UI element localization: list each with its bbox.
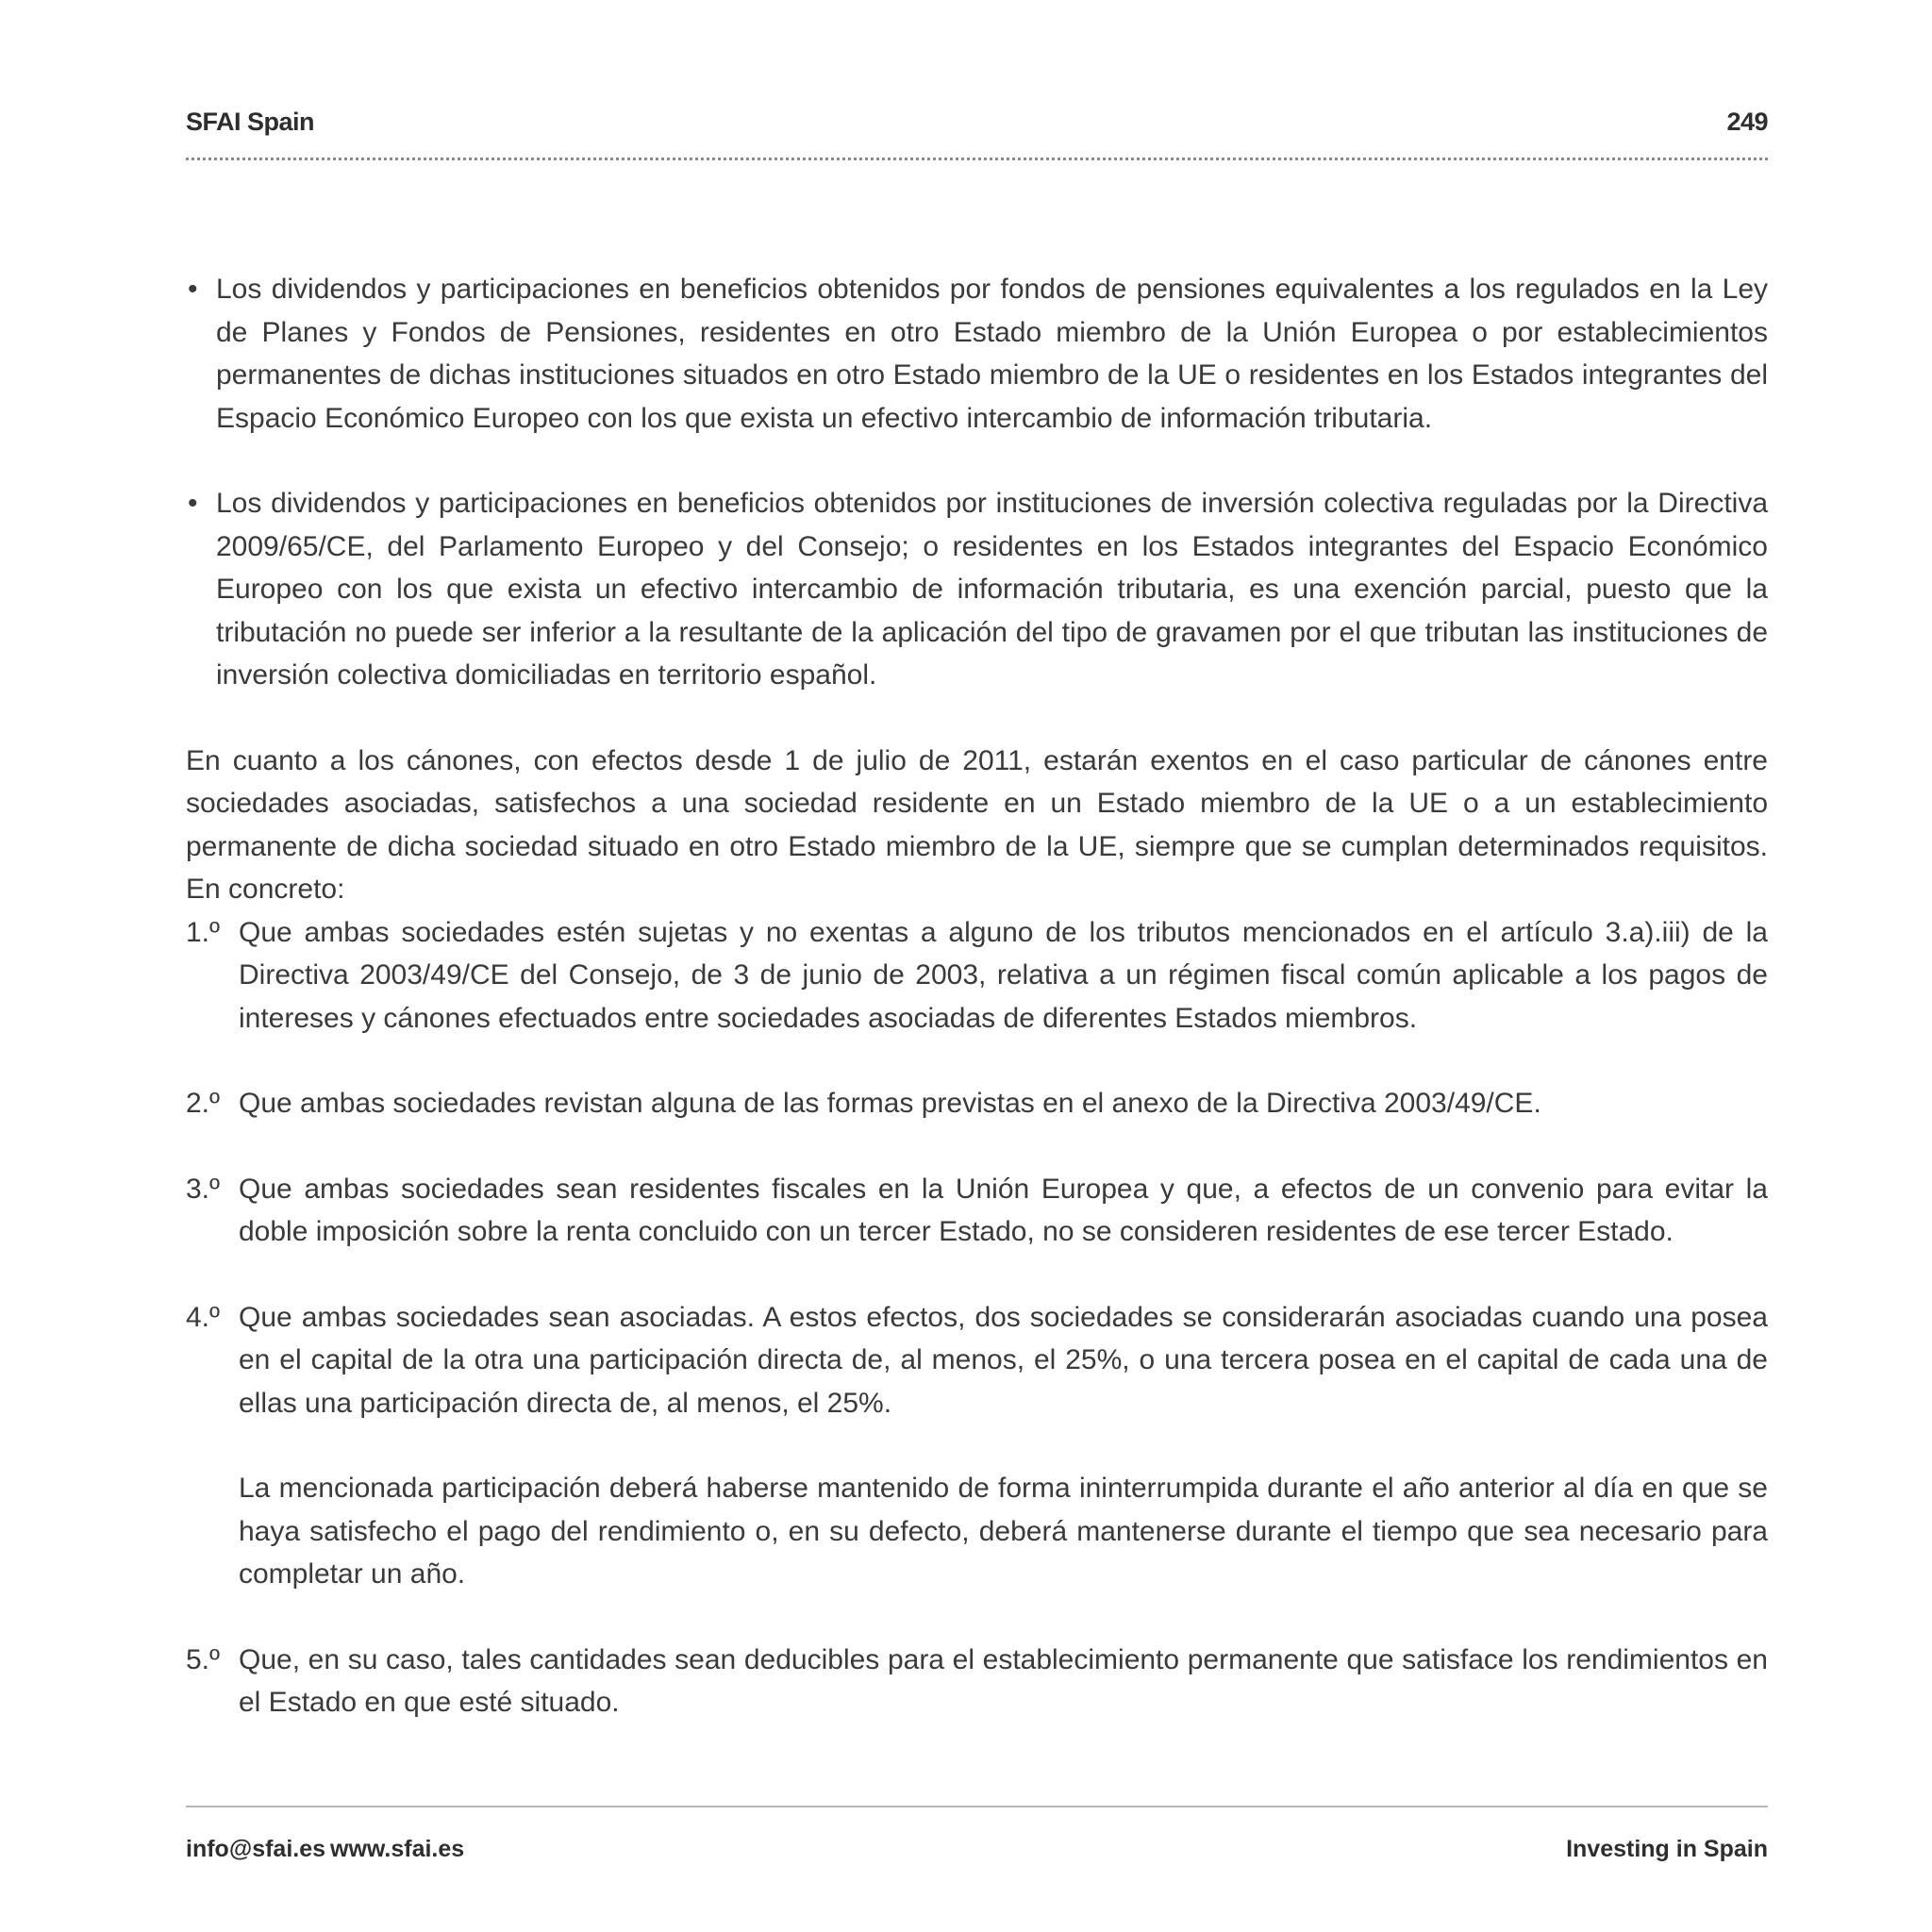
- header-title: SFAI Spain: [186, 108, 315, 136]
- bullet-icon: •: [188, 274, 198, 305]
- bullet-icon: •: [188, 488, 198, 519]
- item-number: 5.º: [186, 1643, 220, 1675]
- item-number: 2.º: [186, 1088, 220, 1119]
- item-text: Que, en su caso, tales cantidades sean deducibles para el establecimiento permanente que satisface los rendimientos en el Estado en que esté situado.: [239, 1643, 1768, 1718]
- footer-title: Investing in Spain: [1566, 1836, 1768, 1862]
- item-number: 1.º: [186, 916, 220, 948]
- bullet-text: Los dividendos y participaciones en beneficios obtenidos por instituciones de inversión colectiva reguladas por la Directiva 2009/65/CE, del Parlamento Europeo y del Consejo; o residentes en los Estados integrantes del Espacio Económico Europeo con los que exista un efectivo intercambio de información tributaria, es una exención parcial, puesto que la tributación no puede ser inferior a la resultante de la aplicación del tipo de gravamen por el que tributan las instituciones de inversión colectiva domiciliadas en territorio español.: [216, 488, 1768, 691]
- numbered-item: [186, 1296, 1768, 1596]
- document-page: [186, 0, 1768, 1932]
- page-body: [186, 268, 1768, 1767]
- footer-email: info@sfai.es: [186, 1836, 326, 1862]
- page-number: 249: [1726, 108, 1768, 136]
- item-text: Que ambas sociedades sean asociadas. A estos efectos, dos sociedades se considerarán asociadas cuando una posea en el capital de la otra una participación directa de, al menos, el 25%, o una tercera posea en el capital de cada una de ellas una participación directa de, al menos, el 25%.: [239, 1301, 1768, 1419]
- page-footer: [186, 1836, 1768, 1874]
- numbered-item: [186, 911, 1768, 1041]
- footer-divider: [186, 1806, 1768, 1807]
- numbered-item: [186, 1082, 1768, 1125]
- bullet-text: Los dividendos y participaciones en beneficios obtenidos por fondos de pensiones equivalentes a los regulados en la Ley de Planes y Fondos de Pensiones, residentes en otro Estado miembro de la Unión Europea o por establecimientos permanentes de dichas instituciones situados en otro Estado miembro de la UE o residentes en los Estados integrantes del Espacio Económico Europeo con los que exista un efectivo intercambio de información tributaria.: [216, 274, 1768, 434]
- item-text: La mencionada participación deberá haberse mantenido de forma ininterrumpida durante el año anterior al día en que se haya satisfecho el pago del rendimiento o, en su defecto, deberá mantenerse durante el tiempo que sea necesario para completar un año.: [239, 1473, 1768, 1590]
- bullet-item: [186, 268, 1768, 440]
- intro-paragraph: En cuanto a los cánones, con efectos desde 1 de julio de 2011, estarán exentos en el caso particular de cánones entre sociedades asociadas, satisfechos a una sociedad residente en un Estado miembro de la UE o a un establecimiento permanente de dicha sociedad situado en otro Estado miembro de la UE, siempre que se cumplan determinados requisitos. En concreto:: [186, 744, 1768, 905]
- footer-website: www.sfai.es: [330, 1836, 465, 1862]
- item-text: Que ambas sociedades sean residentes fiscales en la Unión Europea y que, a efectos de un convenio para evitar la doble imposición sobre la renta concluido con un tercer Estado, no se consideren residentes de ese tercer Estado.: [239, 1173, 1768, 1247]
- header-dotted-divider: [186, 158, 1768, 160]
- item-text: Que ambas sociedades revistan alguna de las formas previstas en el anexo de la Directiva 2003/49/CE.: [239, 1088, 1541, 1119]
- numbered-item: [186, 1639, 1768, 1724]
- bullet-item: [186, 482, 1768, 697]
- item-number: 3.º: [186, 1173, 220, 1205]
- numbered-item: [186, 1168, 1768, 1254]
- page-header: [186, 108, 1768, 149]
- item-number: 4.º: [186, 1301, 220, 1333]
- item-text: Que ambas sociedades estén sujetas y no exentas a alguno de los tributos mencionados en el artículo 3.a).iii) de la Directiva 2003/49/CE del Consejo, de 3 de junio de 2003, relativa a un régimen fiscal común aplicable a los pagos de intereses y cánones efectuados entre sociedades asociadas de diferentes Estados miembros.: [239, 916, 1768, 1034]
